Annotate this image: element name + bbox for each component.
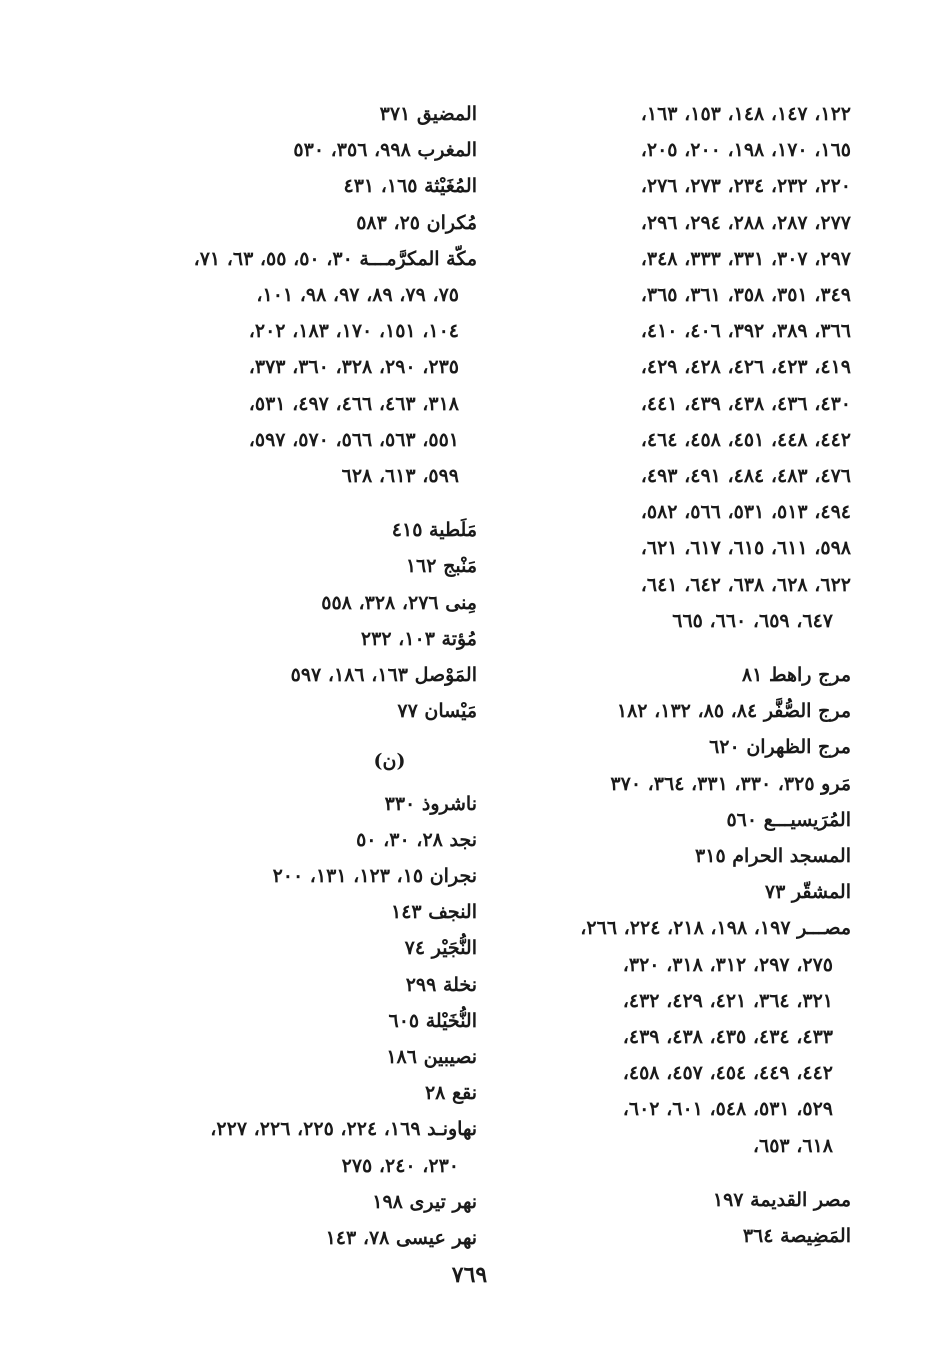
text-line: ٥۹۹، ٦۱۳، ٦۲۸: [341, 465, 459, 488]
index-entry: المضيق ۳۷۱: [379, 103, 477, 125]
index-entry: نجران ۱٥، ۱۲۳، ۱۳۱، ۲۰۰: [272, 865, 477, 888]
index-entries: [132, 512, 477, 729]
index-entry: مَيْسان ۷۷: [397, 700, 477, 723]
index-entry: مرج الصُّفَّر ۸٤، ۸٥، ۱۳۲، ۱۸۲: [616, 700, 851, 723]
left-column: [132, 96, 477, 1256]
index-entries: [496, 1182, 851, 1254]
index-entry: مِنى ۲۷٦، ۳۲۸، ٥٥۸: [321, 591, 477, 614]
index-entries: [132, 1184, 477, 1256]
index-entry-nahawand: [132, 1111, 477, 1183]
text-line: ۲۷٥، ۲۹۷، ۳۱۲، ۳۱۸، ۳۲۰،: [622, 953, 833, 976]
index-entry: مرج الظهران ٦۲۰: [709, 736, 851, 759]
index-entry: نهر عيسى ۷۸، ۱٤۳: [325, 1227, 477, 1250]
text-line: ۳۱۸، ٤٦۳، ٤٦٦، ٤۹۷، ٥۳۱،: [248, 392, 459, 415]
index-entry: مُؤتة ۱۰۳، ۲۳۲: [360, 627, 477, 650]
index-entry: المغرب ۹۹۸، ۳٥٦، ٥۳۰: [293, 139, 477, 162]
text-line: ٥۹۸، ٦۱۱، ٦۱٥، ٦۱۷، ٦۲۱،: [640, 537, 851, 560]
index-entry: نصيبين ۱۸٦: [386, 1046, 477, 1069]
index-entry: المَضِيصة ۳٦٤: [742, 1225, 851, 1248]
text-line: ٦۲۲، ٦۲۸، ٦۳۸، ٦٤۲، ٦٤۱،: [640, 573, 851, 596]
index-entry: ناشروذ ۳۳۰: [384, 792, 477, 815]
index-entry: النجف ۱٤۳: [391, 901, 477, 924]
text-line: ٤۷٦، ٤۸۳، ٤۸٤، ٤۹۱، ٤۹۳،: [640, 465, 851, 488]
index-entry: المسجد الحرام ۳۱٥: [695, 845, 851, 868]
text-line: ۲۳۰، ۲٤۰، ۲۷٥: [341, 1154, 459, 1177]
index-entries: [132, 786, 477, 1112]
index-entry: المُغَيْثة ۱٦٥، ٤۳۱: [343, 175, 477, 198]
text-line: ۲۹۷، ۳۰۷، ۳۳۱، ۳۳۳، ۳٤۸،: [640, 247, 851, 270]
text-line: ۲۷۷، ۲۸۷، ۲۸۸، ۲۹٤، ۲۹٦،: [640, 211, 851, 234]
text-line: ٤۹٤، ٥۱۳، ٥۳۱، ٥٦٦، ٥۸۲،: [640, 501, 851, 524]
text-line: ٥٥۱، ٥٦۳، ٥٦٦، ٥۷۰، ٥۹۷،: [248, 428, 459, 451]
index-entry-misr: [496, 910, 851, 1163]
index-entry: نخلة ۲۹۹: [405, 973, 477, 996]
text-line: ٤۳۰، ٤۳٦، ٤۳۸، ٤۳۹، ٤٤۱،: [640, 392, 851, 415]
index-entry: نقع ۲۸: [424, 1082, 477, 1105]
text-line: ۲۳٥، ۲۹۰، ۳۲۸، ۳٦۰، ۳۷۳،: [248, 356, 459, 379]
index-entry: مصر القديمة ۱۹۷: [712, 1188, 851, 1211]
index-entry: نهر تيرى ۱۹۸: [372, 1190, 477, 1213]
index-entry: مَرو ۳۲٥، ۳۳۰، ۳۳۱، ۳٦٤، ۳۷۰: [610, 772, 851, 795]
text-line: ٥۲۹، ٥۳۱، ٥٤۸، ٦۰۱، ٦۰۲،: [622, 1098, 833, 1121]
index-entry: النُّجَيْر ۷٤: [404, 937, 477, 960]
index-entry: المُرَيسيـــع ٥٦۰: [726, 808, 851, 831]
text-line: ۳٤۹، ۳٥۱، ۳٥۸، ۳٦۱، ۳٦٥،: [640, 284, 851, 307]
page-number: ۷٦۹: [451, 1262, 488, 1288]
text-line: ۳۲۱، ۳٦٤، ٤۲۱، ٤۲۹، ٤۳۲،: [622, 989, 833, 1012]
section-letter-heading: (ن): [373, 750, 406, 773]
text-line: ۷٥، ۷۹، ۸۹، ۹۷، ۹۸، ۱۰۱،: [256, 284, 459, 307]
right-column: [496, 96, 851, 1254]
text-line: ۳٦٦، ۳۸۹، ۳۹۲، ٤۰٦، ٤۱۰،: [640, 320, 851, 343]
text-line: ٤۱۹، ٤۲۳، ٤۲٦، ٤۲۸، ٤۲۹،: [640, 356, 851, 379]
text-line: ۱٦٥، ۱۷۰، ۱۹۸، ۲۰۰، ۲۰٥،: [640, 139, 851, 162]
index-entry-makka: [132, 241, 477, 494]
index-entry: مُكران ۲٥، ٥۸۳: [356, 211, 477, 234]
text-line: ۱۲۲، ۱٤۷، ۱٤۸، ۱٥۳، ۱٦۳،: [640, 103, 851, 125]
index-entries: [132, 96, 477, 241]
index-entry: مَنْبج ۱٦۲: [405, 555, 477, 578]
text-line: مكّة المكرَّمـــة ۳۰، ٥۰، ٥٥، ٦۳، ۷۱،: [193, 247, 477, 270]
entry-continuation-block: [496, 96, 851, 639]
text-line: نهاونـد ۱٦۹، ۲۲٤، ۲۲٥، ۲۲٦، ۲۲۷،: [210, 1118, 477, 1141]
index-entry: مرج راهط ۸۱: [741, 664, 851, 687]
text-line: ٤٤۲، ٤٤۸، ٤٥۱، ٤٥۸، ٤٦٤،: [640, 428, 851, 451]
text-line: ٤٤۲، ٤٤۹، ٤٥٤، ٤٥۷، ٤٥۸،: [622, 1062, 833, 1085]
text-line: ۲۲۰، ۲۳۲، ۲۳٤، ۲۷۳، ۲۷٦،: [640, 175, 851, 198]
text-line: مصـــر ۱۹۷، ۱۹۸، ۲۱۸، ۲۲٤، ۲٦٦،: [580, 917, 851, 940]
text-line: ۱۰٤، ۱٥۱، ۱۷۰، ۱۸۳، ۲۰۲،: [248, 320, 459, 343]
index-entries: [496, 657, 851, 910]
text-line: ٦۱۸، ٦٥۳،: [752, 1134, 833, 1157]
index-entry: المشقّر ۷۳: [764, 881, 851, 904]
index-entry: المَوْصل ۱٦۳، ۱۸٦، ٥۹۷: [290, 664, 477, 687]
text-line: ٤۳۳، ٤۳٤، ٤۳٥، ٤۳۸، ٤۳۹،: [622, 1026, 833, 1049]
index-entry: مَلَطية ٤۱٥: [391, 519, 477, 542]
index-entry: النُّخَيْلة ٦۰٥: [388, 1009, 477, 1032]
text-line: ٦٤۷، ٦٥۹، ٦٦۰، ٦٦٥: [672, 609, 833, 632]
index-entry: نجد ۲۸، ۳۰، ٥۰: [356, 828, 477, 851]
